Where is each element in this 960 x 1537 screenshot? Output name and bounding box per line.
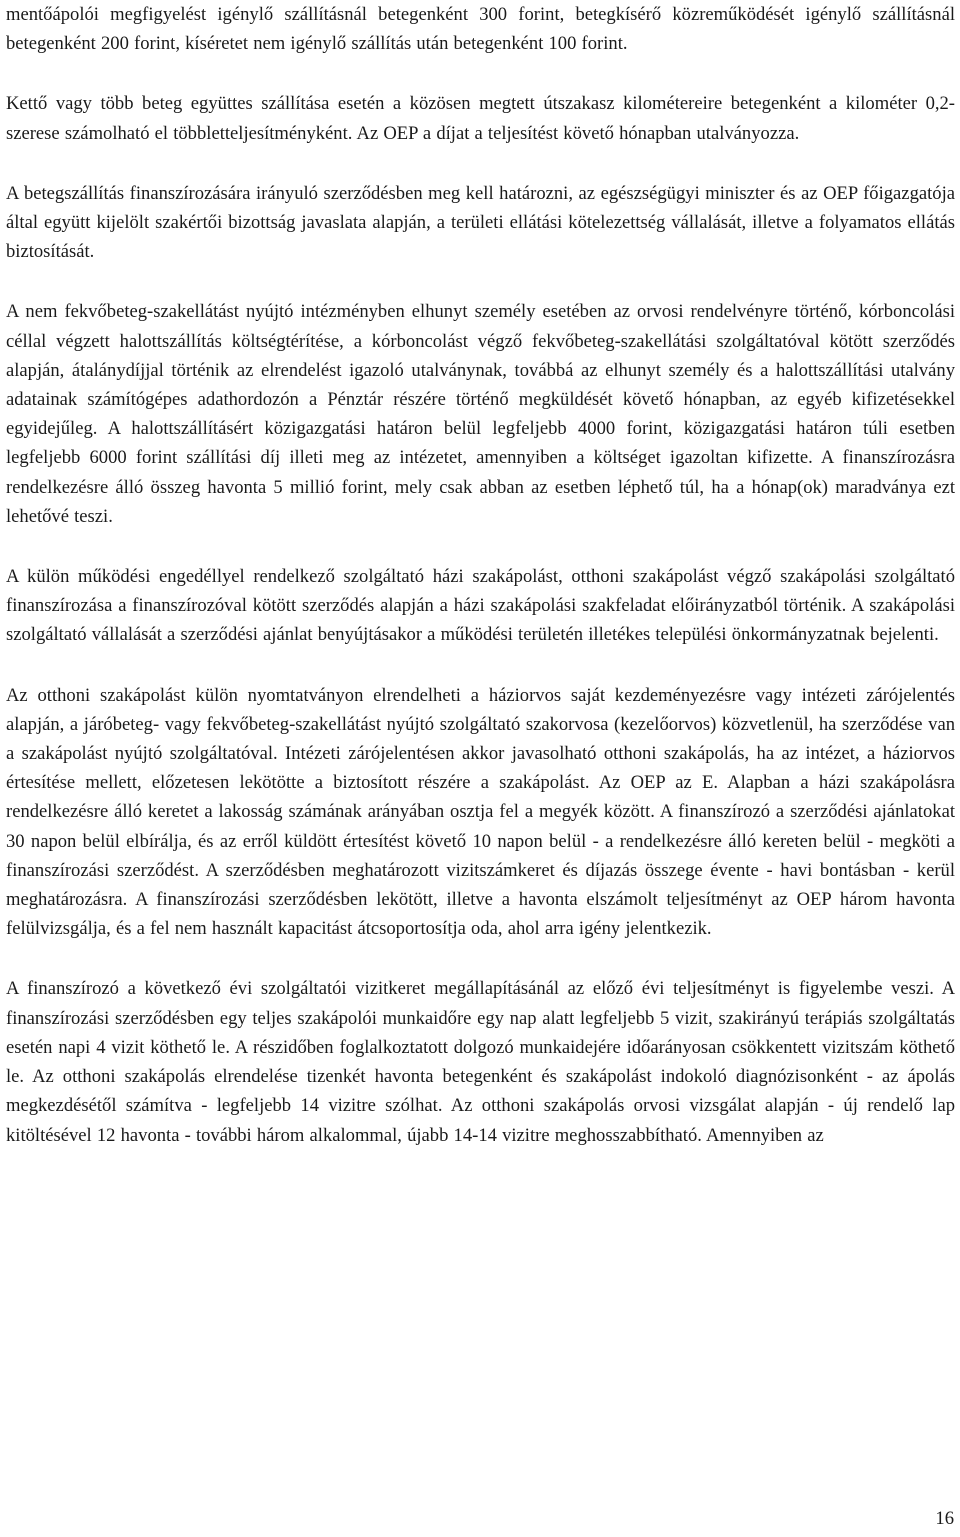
paragraph-deceased-transport: A nem fekvőbeteg-szakellátást nyújtó intézményben elhunyt személy esetében az orvosi rendelvényre történő, kórboncolási céllal végzett halottszállítás költségtérítése, a kórboncolást végző fekvőbeteg-szakellátási szolgáltatóval kötött szerződés alapján, átalánydíjjal történik az elrendelést igazoló utalványnak, továbbá az elhunyt személy és a halottszállítási utalvány adatainak számítógépes adathordozón a Pénztár részére történő megküldését követő hónapban, az egyéb kifizetésekkel egyidejűleg. A halottszállításért közigazgatási határon belül legfeljebb 4000 forint, közigazgatási határon túli esetben legfeljebb 6000 forint szállítási díj illeti meg az intézetet, amennyiben a költséget igazoltan kifizette. A finanszírozásra rendelkezésre álló összeg havonta 5 millió forint, mely csak abban az esetben léphető túl, ha a hónap(ok) maradványa ezt lehetővé teszi. (6, 301, 955, 527)
document-page (6, 0, 955, 1181)
paragraph-visit-quota: A finanszírozó a következő évi szolgáltatói vizitkeret megállapításánál az előző évi teljesítményt is figyelembe veszi. A finanszírozási szerződésben egy teljes szakápolói munkaidőre egy nap alatt legfeljebb 5 vizit, szakirányú terápiás szolgáltatás esetén napi 4 vizit köthető le. A részidőben foglalkoztatott dolgozó munkaidejére időarányosan csökkentett vizitszám köthető le. Az otthoni szakápolás elrendelése tizenkét havonta betegenként és szakápolást indokoló diagnózisonként - az ápolás megkezdésétől számítva - legfeljebb 14 vizitre szólhat. Az otthoni szakápolás orvosi vizsgálat alapján - új rendelő lap kitöltésével 12 havonta - további három alkalommal, újabb 14-14 vizitre meghosszabbítható. Amennyiben az (6, 978, 955, 1146)
paragraph-home-nursing-provider: A külön működési engedéllyel rendelkező szolgáltató házi szakápolást, otthoni szakápolást végző szakápolási szolgáltató finanszírozása a finanszírozóval kötött szerződés alapján a házi szakápolási szakfeladat előirányzatból történik. A szakápolási szolgáltató vállalását a szerződési ajánlat benyújtásakor a működési területén illetékes települési önkormányzatnak bejelenti. (6, 566, 955, 646)
page-number: 16 (935, 1508, 954, 1529)
paragraph-home-nursing-ordering: Az otthoni szakápolást külön nyomtatványon elrendelheti a háziorvos saját kezdeményezésre vagy intézeti zárójelentés alapján, a járóbeteg- vagy fekvőbeteg-szakellátást nyújtó szolgáltató szakorvosa (kezelőorvos) közvetlenül, ha szerződése van a szakápolást nyújtó szolgáltatóval. Intézeti zárójelentésen akkor javasolható otthoni szakápolás, ha az intézet, a háziorvos értesítése mellett, előzetesen lekötötte a biztosított részére a szakápolást. Az OEP az E. Alapban a házi szakápolásra rendelkezésre álló keretet a lakosság számának arányában osztja fel a megyék között. A finanszírozó a szerződési ajánlatokat 30 napon belül elbírálja, és az erről küldött értesítést követő 10 napon belül - a rendelkezésre álló kereten belül - megköti a finanszírozási szerződést. A szerződésben meghatározott vizitszámkeret és díjazás összege évente - havi bontásban - kerül meghatározásra. A finanszírozási szerződésben lekötött, illetve a havonta elszámolt teljesítményt az OEP három havonta felülvizsgálja, és a fel nem használt kapacitást átcsoportosítja oda, ahol arra igény jelentkezik. (6, 684, 955, 940)
paragraph-transport-contract: A betegszállítás finanszírozására irányuló szerződésben meg kell határozni, az egészségügyi miniszter és az OEP főigazgatója által együtt kijelölt szakértői bizottság javaslata alapján, a területi ellátási kötelezettség vállalását, illetve a folyamatos ellátás biztosítását. (6, 182, 955, 263)
paragraph-transport-fees: mentőápolói megfigyelést igénylő szállításnál betegenként 300 forint, betegkísérő közreműködését igénylő szállításnál betegenként 200 forint, kíséretet nem igénylő szállítás után betegenként 100 forint. (6, 4, 955, 55)
paragraph-multi-patient-transport: Kettő vagy több beteg együttes szállítása esetén a közösen megtett útszakasz kilométereire betegenként a kilométer 0,2-szerese számolható el többletteljesítményként. Az OEP a díjat a teljesítést követő hónapban utalványozza. (6, 93, 955, 144)
